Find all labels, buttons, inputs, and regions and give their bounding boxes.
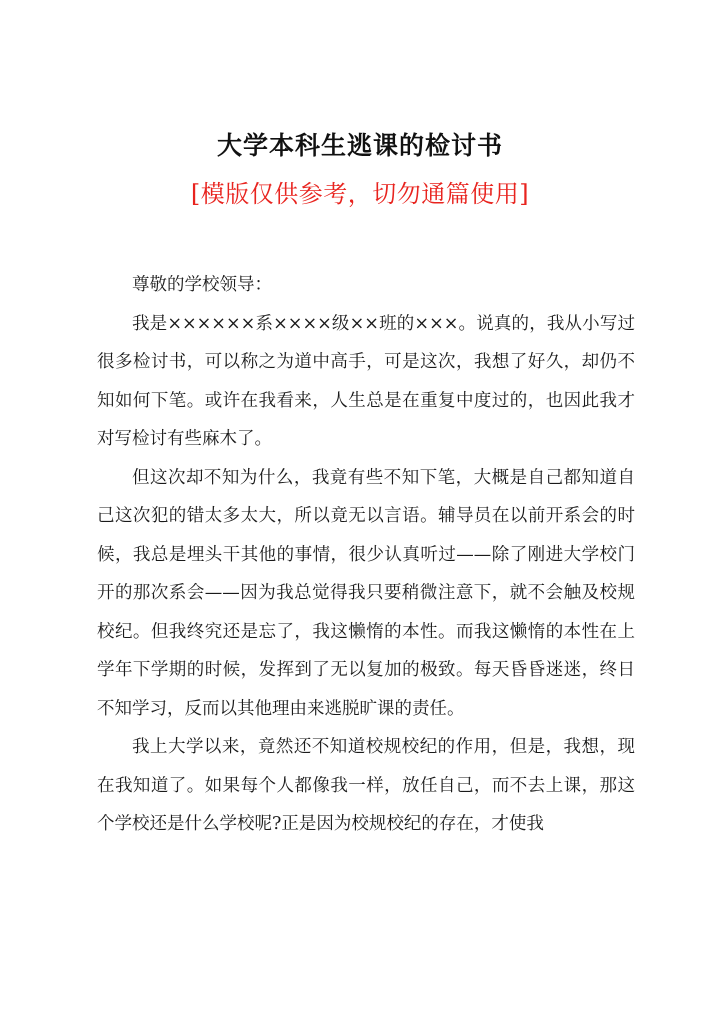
document-title: 大学本科生逃课的检讨书 xyxy=(216,131,503,160)
salutation: 尊敬的学校领导： xyxy=(132,275,272,295)
template-disclaimer: [模版仅供参考，切勿通篇使用] xyxy=(190,180,530,208)
paragraph-3: 我上大学以来，竟然还不知道校规校纪的作用，但是，我想，现在我知道了。如果每个人都像我一样，放任自己，而不去上课，那这个学校还是什么学校呢?正是因为校规校纪的存在，才使我 xyxy=(97,737,635,834)
document-body xyxy=(97,266,635,844)
paragraph-2: 但这次却不知为什么，我竟有些不知下笔，大概是自己都知道自己这次犯的错太多太大，所以竟无以言语。辅导员在以前开系会的时候，我总是埋头干其他的事情，很少认真听过——除了刚进大学校门开的那次系会——因为我总觉得我只要稍微注意下，就不会触及校规校纪。但我终究还是忘了，我这懒惰的本性。而我这懒惰的本性在上学年下学期的时候，发挥到了无以复加的极致。每天昏昏迷迷，终日不知学习，反而以其他理由来逃脱旷课的责任。 xyxy=(97,467,635,719)
paragraph-1: 我是××××××系××××级××班的×××。说真的，我从小写过很多检讨书，可以称之为道中高手，可是这次，我想了好久，却仍不知如何下笔。或许在我看来，人生总是在重复中度过的，也因此我才对写检讨有些麻木了。 xyxy=(97,313,635,449)
